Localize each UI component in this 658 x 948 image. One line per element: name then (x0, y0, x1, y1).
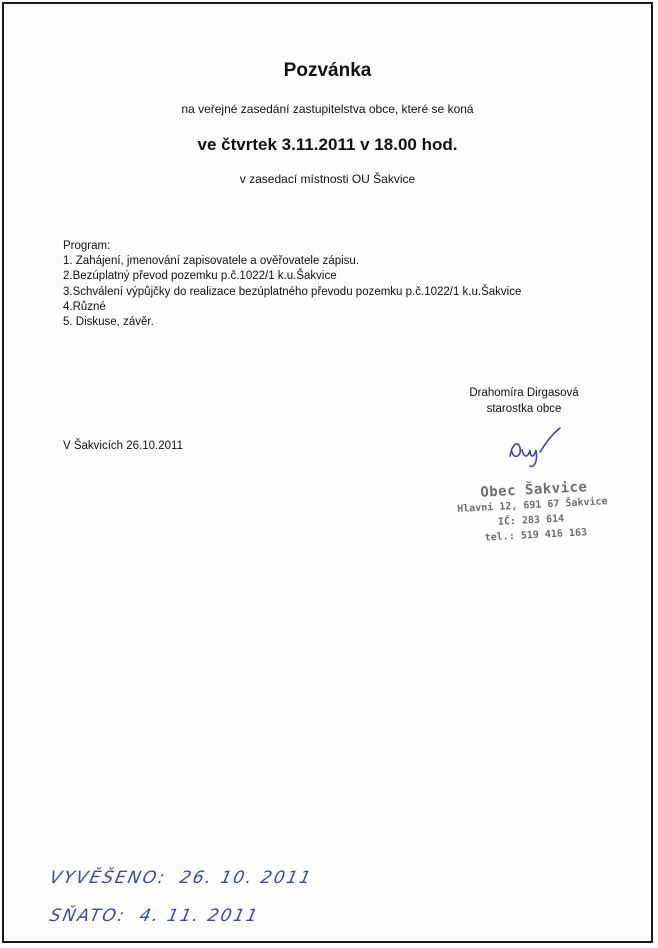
signature-icon (504, 422, 574, 470)
signer-block (424, 385, 624, 417)
removed-label: SŇATO: (47, 906, 128, 926)
program-list (63, 254, 521, 330)
signer-role: starostka obce (486, 403, 562, 415)
posted-date: 26. 10. 2011 (177, 868, 315, 888)
document-title: Pozvánka (283, 60, 372, 81)
stamp-ic: IČ: 283 614 (497, 513, 565, 528)
handwritten-removed-note (48, 906, 261, 926)
handwritten-signature (504, 422, 574, 475)
municipal-stamp (456, 478, 619, 547)
stamp-address: Hlavní 12, 691 67 Šakvice (456, 496, 608, 515)
stamp-phone: tel.: 519 416 163 (484, 527, 588, 544)
meeting-description: na veřejné zasedání zastupitelstva obce, které se koná (181, 102, 474, 116)
program-section (63, 239, 521, 330)
handwritten-posted-note (48, 868, 314, 888)
program-heading: Program: (63, 240, 111, 252)
program-item: 1. Zahájení, jmenování zapisovatele a ověřovatele zápisu. (63, 255, 359, 268)
program-item: 2.Bezúplatný převod pozemku p.č.1022/1 k.u.Šakvice (63, 270, 337, 283)
meeting-location: v zasedací místnosti OU Šakvice (239, 172, 416, 186)
program-item: 5. Diskuse, závěr. (63, 316, 154, 329)
removed-date: 4. 11. 2011 (137, 906, 262, 926)
stamp-name: Obec Šakvice (479, 479, 588, 501)
meeting-date-time: ve čtvrtek 3.11.2011 v 18.00 hod. (197, 135, 458, 154)
program-item: 3.Schválení výpůjčky do realizace bezúplatného převodu pozemku p.č.1022/1 k.u.Šakvice (63, 285, 522, 298)
program-item: 4.Různé (63, 300, 106, 313)
document-page (2, 2, 653, 943)
place-and-date: V Šakvicích 26.10.2011 (63, 440, 183, 452)
signer-name: Drahomíra Dirgasová (469, 387, 579, 399)
posted-label: VYVĚŠENO: (47, 868, 169, 888)
